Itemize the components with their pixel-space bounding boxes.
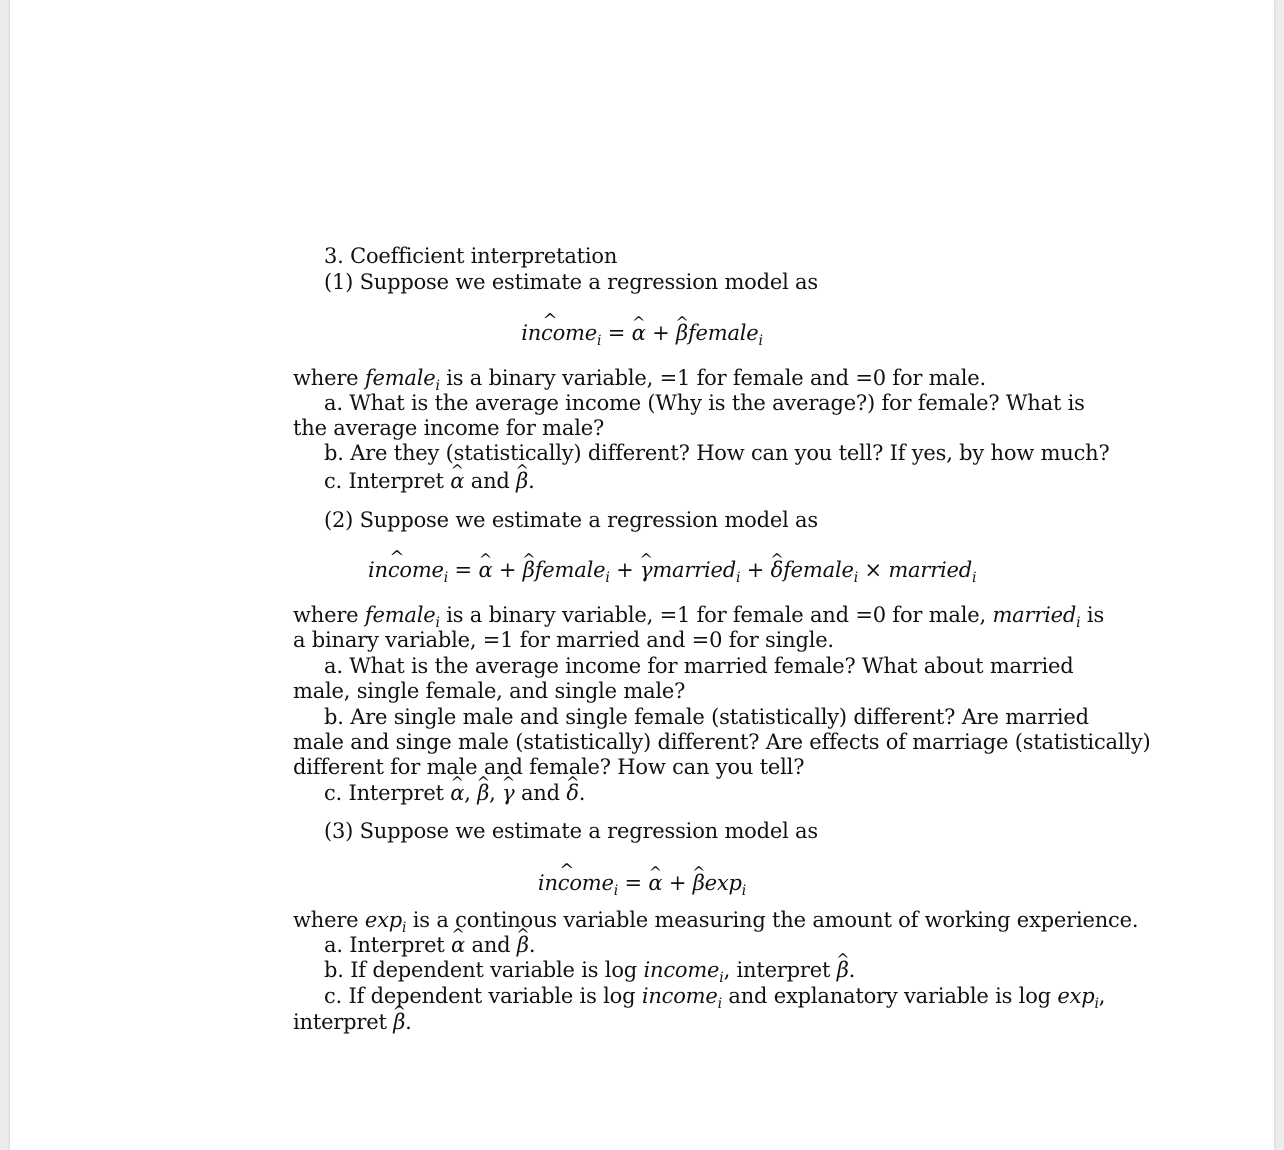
part2-intro: (2) Suppose we estimate a regression model as (324, 508, 818, 532)
section-title: 3. Coefficient interpretation (324, 244, 618, 268)
equation-2: income $\^{}_i = \alpha$ ^ + β ^female$_i$ + γ ^married$_i$ + δ ^female$_i$ × married$_i$ (368, 557, 976, 591)
part3-where: where $\exp_i$ is a continous variable measuring the amount of working experience. (293, 908, 1139, 936)
part2-question-b-cont2: different for male and female? How can you tell? (293, 755, 805, 779)
part3-intro: (3) Suppose we estimate a regression model as (324, 819, 818, 843)
part3-question-a: a. Interpret α ^ and β ^. (324, 932, 535, 958)
part3-question-c: c. If dependent variable is log income$_i$ and explanatory variable is $\log \exp_i$, (324, 984, 1106, 1012)
part1-intro: (1) Suppose we estimate a regression model as (324, 270, 818, 294)
part1-question-b: b. Are they (statistically) different? How can you tell? If yes, by how much? (324, 441, 1110, 465)
part2-question-a-cont: male, single female, and single male? (293, 679, 686, 703)
part2-where-cont: a binary variable, =1 for married and =0 for single. (293, 628, 834, 652)
part1-question-c: c. Interpret α ^ and β ^. (324, 468, 535, 494)
part3-question-b: b. If dependent variable is log income$_i$, interpret β ^. (324, 957, 855, 991)
part1-where: where female$_i$ is a binary variable, =1 for female and =0 for male. (293, 366, 986, 394)
equation-3: income $\^{}_i = \alpha$ ^ + β $\^{}\exp_i$ (10, 870, 1274, 904)
equation-1-var: female (687, 321, 759, 345)
part2-question-b: b. Are single male and single female (statistically) different? Are married (324, 705, 1089, 729)
part1-question-a-cont: the average income for male? (293, 416, 605, 440)
part2-where: where female$_i$ is a binary variable, =1 for female and =0 for male, married$_i$ is (293, 603, 1105, 631)
document-page (10, 0, 1274, 1150)
part2-question-a: a. What is the average income for married female? What about married (324, 654, 1074, 678)
part2-question-b-cont1: male and singe male (statistically) different? Are effects of marriage (statistically) (293, 730, 1151, 754)
part1-question-a: a. What is the average income (Why is the average?) for female? What is (324, 391, 1085, 415)
part3-question-c-cont: interpret β ^. (293, 1009, 412, 1035)
equation-1: income $\^{}_i = \alpha$ ^ + β ^female$_i$ (10, 320, 1274, 354)
part2-question-c: c. Interpret α ^, β ^, γ ^ and δ ^. (324, 780, 585, 806)
